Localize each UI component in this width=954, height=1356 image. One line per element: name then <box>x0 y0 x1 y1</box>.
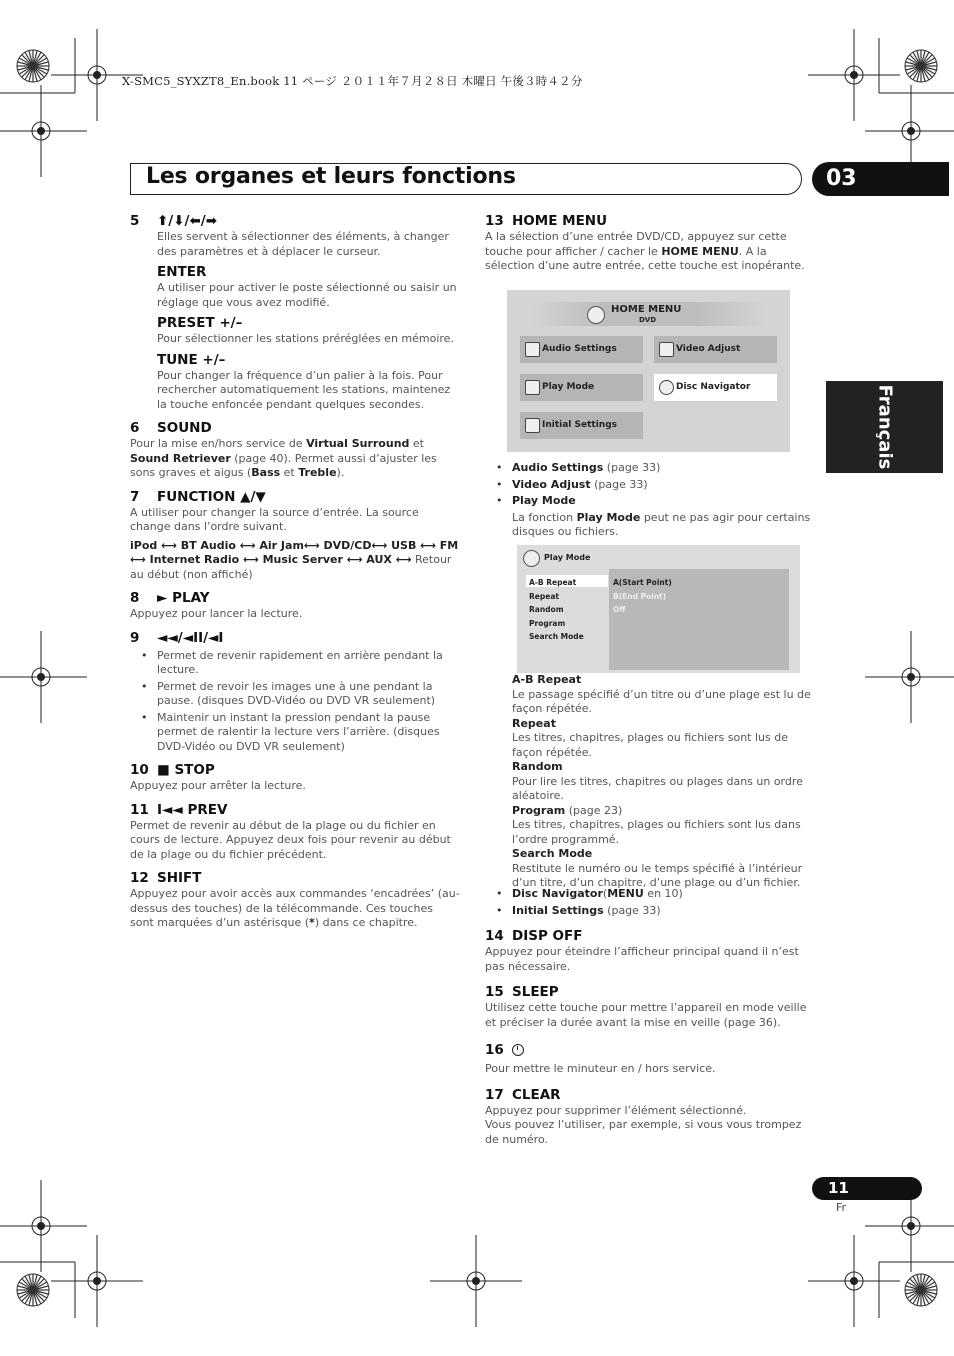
section-9-list <box>130 649 460 755</box>
source-sequence: iPod ⟷ BT Audio ⟷ Air Jam⟷ DVD/CD⟷ USB ⟷ FM ⟷ Internet Radio ⟷ Music Server ⟷ AUX ⟷ Retour au début (non affiché) <box>130 538 459 581</box>
play-mode-icon <box>525 380 540 395</box>
disc-icon <box>659 380 674 395</box>
screen-icon <box>659 342 674 357</box>
list-item: • Permet de revoir les images une à une pendant la pause. (disques DVD-Vidéo ou DVD VR seulement) <box>157 680 460 709</box>
preset-heading: PRESET +/– <box>157 315 243 331</box>
section-15-text: Utilisez cette touche pour mettre l’appareil en mode veille et préciser la durée avant la mise en veille (page 36). <box>485 1001 807 1029</box>
section-10-heading: 10 ■ STOP <box>130 762 215 778</box>
home-menu-header <box>529 302 767 326</box>
left-column <box>130 213 460 931</box>
language-tab-label: Français <box>874 384 895 470</box>
section-16-text: Pour mettre le minuteur en / hors service. <box>485 1062 716 1075</box>
section-8-heading: 8 ► PLAY <box>130 590 210 606</box>
speaker-icon <box>525 342 540 357</box>
clock-icon <box>512 1044 524 1056</box>
section-6-text: Pour la mise en/hors service de Virtual Surround et Sound Retriever (page 40). Permet aussi d’ajuster les sons graves et aigus (Bass et Treble). <box>130 437 437 479</box>
ab-repeat-heading: A-B Repeat <box>512 673 582 686</box>
play-mode-options <box>613 576 672 617</box>
play-mode-icon <box>523 550 540 567</box>
right-column-lower <box>485 887 815 1147</box>
chapter-badge: 03 <box>812 162 949 196</box>
section-5-heading: 5 ⬆/⬇/⬅/➡ <box>130 213 218 229</box>
section-12-heading: 12 SHIFT <box>130 870 202 886</box>
page-title: Les organes et leurs fonctions <box>146 164 516 189</box>
program-text: Les titres, chapitres, plages ou fichiers sont lus dans l’ordre programmé. <box>512 818 801 846</box>
menu-item[interactable]: Search Mode <box>529 632 584 641</box>
list-item: • Permet de revenir rapidement en arrière pendant la lecture. <box>157 649 460 678</box>
section-10-text: Appuyez pour arrêter la lecture. <box>130 779 306 792</box>
play-mode-button[interactable]: Play Mode <box>520 374 643 401</box>
page-language: Fr <box>836 1201 847 1214</box>
audio-settings-button[interactable]: Audio Settings <box>520 336 643 363</box>
right-column-list <box>485 461 815 540</box>
list-item: • Play Mode <box>512 494 815 509</box>
ab-repeat-text: Le passage spécifié d’un titre ou d’une plage est lu de façon répétée. <box>512 687 811 715</box>
section-12-text: Appuyez pour avoir accès aux commandes ‘encadrées’ (au-dessus des touches) de la télécommande. Ces touches sont marquées d’un astérisque (*) dans ce chapitre. <box>130 887 460 929</box>
file-header: X-SMC5_SYXZT8_En.book 11 ページ ２０１１年７月２８日 木曜日 午後３時４２分 <box>122 74 583 88</box>
random-heading: Random <box>512 760 563 773</box>
section-17-text: Appuyez pour supprimer l’élément sélectionné. <box>485 1103 747 1117</box>
list-item: • Maintenir un instant la pression pendant la pause permet de ralentir la lecture vers l’arrière. (disques DVD-Vidéo ou DVD VR seulement) <box>157 711 460 755</box>
play-mode-descriptions <box>512 673 815 891</box>
language-tab <box>826 381 943 473</box>
play-mode-note: La fonction Play Mode peut ne pas agir pour certains disques ou fichiers. <box>512 510 811 538</box>
random-text: Pour lire les titres, chapitres ou plages dans un ordre aléatoire. <box>512 774 803 802</box>
enter-text: A utiliser pour activer le poste sélectionné ou saisir un réglage que vous avez modifié. <box>157 281 457 309</box>
tune-text: Pour changer la fréquence d’un palier à la fois. Pour rechercher automatiquement les stations, maintenez la touche enfoncée pendant quelques secondes. <box>157 368 451 411</box>
section-17-text-2: Vous pouvez l’utiliser, par exemple, si vous vous trompez de numéro. <box>485 1118 802 1146</box>
play-mode-title: Play Mode <box>544 553 591 562</box>
program-heading: Program (page 23) <box>512 803 623 817</box>
section-16-heading: 16 <box>485 1042 815 1059</box>
home-menu-title: HOME MENU <box>611 304 682 315</box>
play-mode-screenshot <box>517 545 800 673</box>
search-mode-text: Restitute le numéro ou le temps spécifié à l’intérieur d’un titre, d’un chapitre, d’une plage ou d’un fichier. <box>512 861 803 889</box>
search-mode-heading: Search Mode <box>512 847 593 860</box>
home-menu-screenshot <box>507 290 790 452</box>
section-7-text: A utiliser pour changer la source d’entrée. La source change dans l’ordre suivant. <box>130 505 419 533</box>
section-15-heading: 15 SLEEP <box>485 984 559 1000</box>
option-item[interactable]: Off <box>613 605 626 614</box>
section-9-heading: 9 ◄◄/◄II/◄I <box>130 629 224 646</box>
initial-settings-button[interactable]: Initial Settings <box>520 412 643 439</box>
home-menu-subtitle: DVD <box>639 316 657 324</box>
section-14-heading: 14 DISP OFF <box>485 928 583 944</box>
section-14-text: Appuyez pour éteindre l’afficheur principal quand il n’est pas nécessaire. <box>485 945 799 973</box>
section-6-heading: 6 SOUND <box>130 420 212 436</box>
play-mode-items <box>529 576 584 644</box>
section-8-text: Appuyez pour lancer la lecture. <box>130 607 303 620</box>
arrow-keys-icon: ⬆/⬇/⬅/➡ <box>157 213 218 229</box>
option-item[interactable]: B(End Point) <box>613 591 667 601</box>
right-column <box>485 213 815 274</box>
section-17-heading: 17 CLEAR <box>485 1086 561 1103</box>
section-13-text: A la sélection d’une entrée DVD/CD, appuyez sur cette touche pour afficher / cacher le HOME MENU. A la sélection d’une autre entrée, cette touche est inopérante. <box>485 230 805 272</box>
menu-item[interactable]: Repeat <box>529 591 559 601</box>
video-adjust-button[interactable]: Video Adjust <box>654 336 777 363</box>
menu-item[interactable]: Program <box>529 618 566 628</box>
tune-heading: TUNE +/– <box>157 351 226 368</box>
section-11-text: Permet de revenir au début de la plage ou du fichier en cours de lecture. Appuyez deux fois pour revenir au début de la plage ou du fichier précédent. <box>130 818 451 861</box>
preset-text: Pour sélectionner les stations préréglées en mémoire. <box>157 332 454 345</box>
settings-icon <box>525 418 540 433</box>
list-item: • Video Adjust (page 33) <box>512 478 815 493</box>
section-5-text: Elles servent à sélectionner des éléments, à changer des paramètres et à déplacer le curseur. <box>157 230 449 258</box>
option-item[interactable]: A(Start Point) <box>613 578 672 587</box>
menu-item[interactable]: Random <box>529 605 564 614</box>
repeat-text: Les titres, chapitres, plages ou fichiers sont lus de façon répétée. <box>512 731 788 759</box>
section-11-heading: 11 I◄◄ PREV <box>130 801 228 818</box>
page-number: 11 <box>812 1177 922 1200</box>
section-13-heading: 13 HOME MENU <box>485 213 608 229</box>
disc-icon <box>587 306 605 324</box>
disc-navigator-button[interactable]: Disc Navigator <box>654 374 777 401</box>
home-menu-options-2 <box>485 887 815 918</box>
enter-heading: ENTER <box>157 264 207 280</box>
menu-item[interactable]: A-B Repeat <box>529 578 577 587</box>
list-item: • Disc Navigator(MENU en 10) <box>512 887 815 902</box>
list-item: • Initial Settings (page 33) <box>512 904 815 919</box>
list-item: • Audio Settings (page 33) <box>512 461 815 476</box>
repeat-heading: Repeat <box>512 716 556 730</box>
home-menu-options <box>485 461 815 509</box>
section-7-heading: 7 FUNCTION ▲/▼ <box>130 488 266 505</box>
